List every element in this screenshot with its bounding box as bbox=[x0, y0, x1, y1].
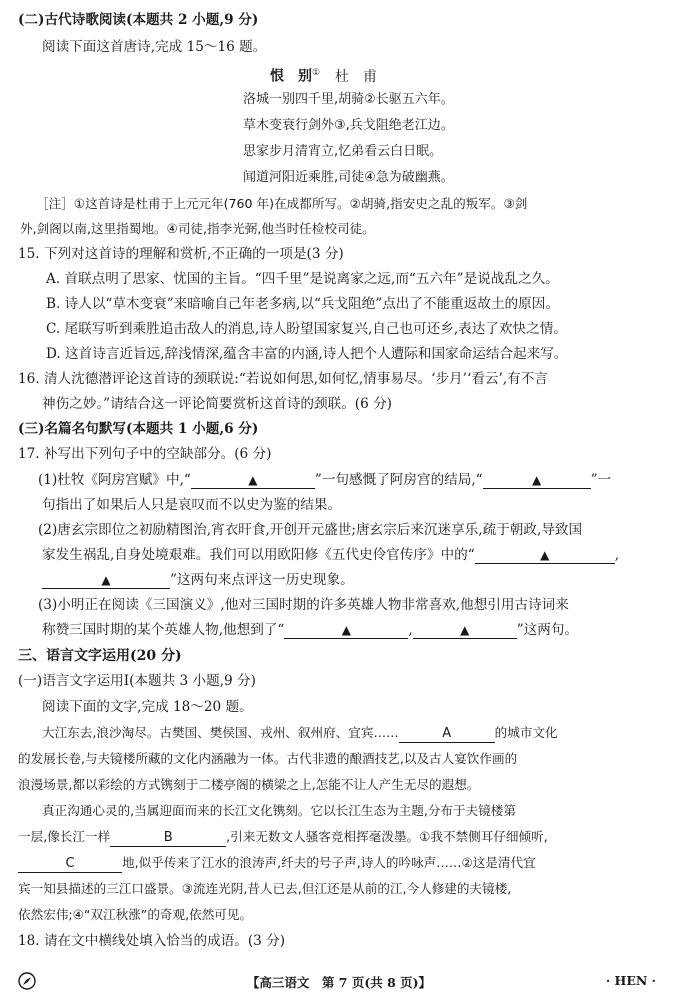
poem-author: 杜 甫 bbox=[334, 68, 377, 85]
passage-line-2: 的发展长卷,与夫镜楼所藏的文化内涵融为一体。古代非遗的酿酒技艺,以及古人宴饮作画的 bbox=[18, 751, 518, 766]
passage-blank-a[interactable]: A bbox=[399, 726, 495, 743]
q17-1-text-a: (1)杜牧《阿房宫赋》中,“ bbox=[38, 472, 191, 488]
q16-line-1: 16. 清人沈德潜评论这首诗的颈联说:“若说如何思,如何忆,情事易尽。‘步月’‘看云’,有不言 bbox=[18, 371, 548, 387]
passage-text: ,引来无数文人骚客竞相挥毫泼墨。①我不禁侧耳仔细倾听, bbox=[226, 829, 548, 844]
blank-marker: ▲ bbox=[341, 623, 351, 637]
passage-line-3: 浪漫场景,都以彩绘的方式镌刻于二楼亭阁的横梁之上,怎能不让人产生无尽的遐想。 bbox=[18, 777, 480, 792]
q17-item-3-line-2 bbox=[42, 620, 578, 640]
passage-line-8: 依然宏伟;④“双江秋涨”的奇观,依然可见。 bbox=[18, 907, 253, 922]
poetry-instruction: 阅读下面这首唐诗,完成 15～16 题。 bbox=[42, 39, 267, 55]
q15-option-d: D. 这首诗言近旨远,辞浅情深,蕴含丰富的内涵,诗人把个人遭际和国家命运结合起来写。 bbox=[46, 346, 568, 362]
passage-blank-b[interactable]: B bbox=[110, 830, 226, 847]
q17-1-text-c: ”一 bbox=[590, 472, 612, 488]
passage-text: 大江东去,浪沙淘尽。古樊国、樊侯国、戎州、叙州府、宜宾…… bbox=[42, 725, 399, 740]
footer-page-info: 【高三语文 第 7 页(共 8 页)】 bbox=[246, 975, 432, 990]
part-three-heading: 三、语言文字运用(20 分) bbox=[18, 648, 182, 664]
poem-title-note: ① bbox=[312, 68, 321, 78]
language-instruction: 阅读下面的文字,完成 18～20 题。 bbox=[42, 699, 253, 715]
page-footer bbox=[0, 972, 678, 994]
q16-line-2: 神伤之妙。”请结合这一评论简要赏析这首诗的颈联。(6 分) bbox=[42, 396, 392, 412]
q17-1-text-b: ”一句感慨了阿房宫的结局,“ bbox=[314, 472, 483, 488]
poem-line-2: 草木变衰行剑外③,兵戈阻绝老江边。 bbox=[243, 118, 454, 133]
q17-stem: 17. 补写出下列句子中的空缺部分。(6 分) bbox=[18, 446, 272, 462]
q17-3-text-a: 称赞三国时期的某个英雄人物,他想到了“ bbox=[42, 622, 285, 638]
q17-3-blank-2[interactable] bbox=[413, 622, 517, 639]
q17-1-blank-2[interactable] bbox=[483, 472, 591, 489]
passage-blank-c[interactable]: C bbox=[18, 856, 122, 873]
q17-3-blank-1[interactable] bbox=[284, 622, 408, 639]
passage-text: 地,似乎传来了江水的浪涛声,纤夫的号子声,诗人的吟咏声……②这是清代宜 bbox=[122, 855, 536, 870]
footer-code: · HEN · bbox=[605, 973, 656, 988]
q15-option-c: C. 尾联写听到乘胜追击敌人的消息,诗人盼望国家复兴,自己也可还乡,表达了欢快之情。 bbox=[46, 321, 567, 337]
passage-line-5 bbox=[18, 827, 548, 847]
q17-3-text-b: , bbox=[408, 622, 413, 638]
q17-3-text-c: ”这两句。 bbox=[516, 622, 579, 638]
q17-2-text-b: , bbox=[614, 547, 620, 563]
passage-line-1 bbox=[42, 723, 558, 743]
q15-option-b: B. 诗人以“草木变衰”来暗喻自己年老多病,以“兵戈阻绝”点出了不能重返故土的原因。 bbox=[46, 296, 559, 312]
blank-marker: ▲ bbox=[248, 473, 258, 487]
passage-text: 一层,像长江一样 bbox=[18, 829, 111, 844]
blank-marker: ▲ bbox=[532, 473, 542, 487]
q17-2-blank-2[interactable] bbox=[42, 572, 170, 589]
q17-item-2-line-3 bbox=[42, 570, 354, 590]
q18-stem: 18. 请在文中横线处填入恰当的成语。(3 分) bbox=[18, 933, 286, 949]
poem-title-text: 恨 别 bbox=[270, 68, 312, 85]
poem-title bbox=[270, 63, 377, 87]
poem-note-line-2: 外,剑阁以南,这里指蜀地。④司徒,指李光弼,他当时任检校司徒。 bbox=[20, 221, 375, 236]
poem-line-1: 洛城一别四千里,胡骑②长驱五六年。 bbox=[243, 92, 454, 107]
q17-item-2-line-1: (2)唐玄宗即位之初励精图治,宵衣旰食,开创开元盛世;唐玄宗后来沉迷享乐,疏于朝政,导致国 bbox=[38, 522, 583, 538]
blank-marker: ▲ bbox=[460, 623, 470, 637]
passage-line-6 bbox=[18, 853, 536, 873]
passage-line-7: 宾一知县描述的三江口盛景。③流连光阴,昔人已去,但江还是从前的江,今人修建的夫镜楼, bbox=[18, 881, 512, 896]
passage-text: 的城市文化 bbox=[494, 725, 558, 740]
poem-line-4: 闻道河阳近乘胜,司徒④急为破幽燕。 bbox=[243, 170, 454, 185]
blank-marker: ▲ bbox=[101, 573, 111, 587]
q17-2-blank-1[interactable] bbox=[475, 547, 615, 564]
section-heading-poetry: (二)古代诗歌阅读(本题共 2 小题,9 分) bbox=[18, 12, 259, 28]
q17-item-2-line-2 bbox=[42, 545, 619, 565]
q15-stem: 15. 下列对这首诗的理解和赏析,不正确的一项是(3 分) bbox=[18, 246, 344, 262]
q17-item-3-line-1: (3)小明正在阅读《三国演义》,他对三国时期的许多英雄人物非常喜欢,他想引用古诗词来 bbox=[38, 597, 569, 613]
q17-item-1-line-2: 句指出了如果后人只是哀叹而不以史为鉴的结果。 bbox=[42, 497, 342, 513]
q17-item-1-line-1 bbox=[38, 470, 611, 490]
q15-option-a: A. 首联点明了思家、忧国的主旨。“四千里”是说离家之远,而“五六年”是说战乱之久。 bbox=[46, 271, 559, 287]
passage-line-4: 真正沟通心灵的,当属迎面而来的长江文化镌刻。它以长江生态为主题,分布于夫镜楼第 bbox=[42, 803, 516, 818]
q17-2-text-c: ”这两句来点评这一历史现象。 bbox=[170, 572, 354, 588]
q17-1-blank-1[interactable] bbox=[191, 472, 315, 489]
poem-note-line-1: ［注］①这首诗是杜甫于上元元年(760 年)在成都所写。②胡骑,指安史之乱的叛军。③剑 bbox=[36, 196, 528, 211]
section-heading-recitation: (三)名篇名句默写(本题共 1 小题,6 分) bbox=[18, 421, 259, 437]
q17-2-text-a: 家发生祸乱,自身处境艰难。我们可以用欧阳修《五代史伶官传序》中的“ bbox=[42, 547, 475, 563]
language-use-subheading: (一)语言文字运用Ⅰ(本题共 3 小题,9 分) bbox=[18, 673, 256, 689]
blank-marker: ▲ bbox=[540, 548, 550, 562]
poem-line-3: 思家步月清宵立,忆弟看云白日眠。 bbox=[243, 144, 443, 159]
